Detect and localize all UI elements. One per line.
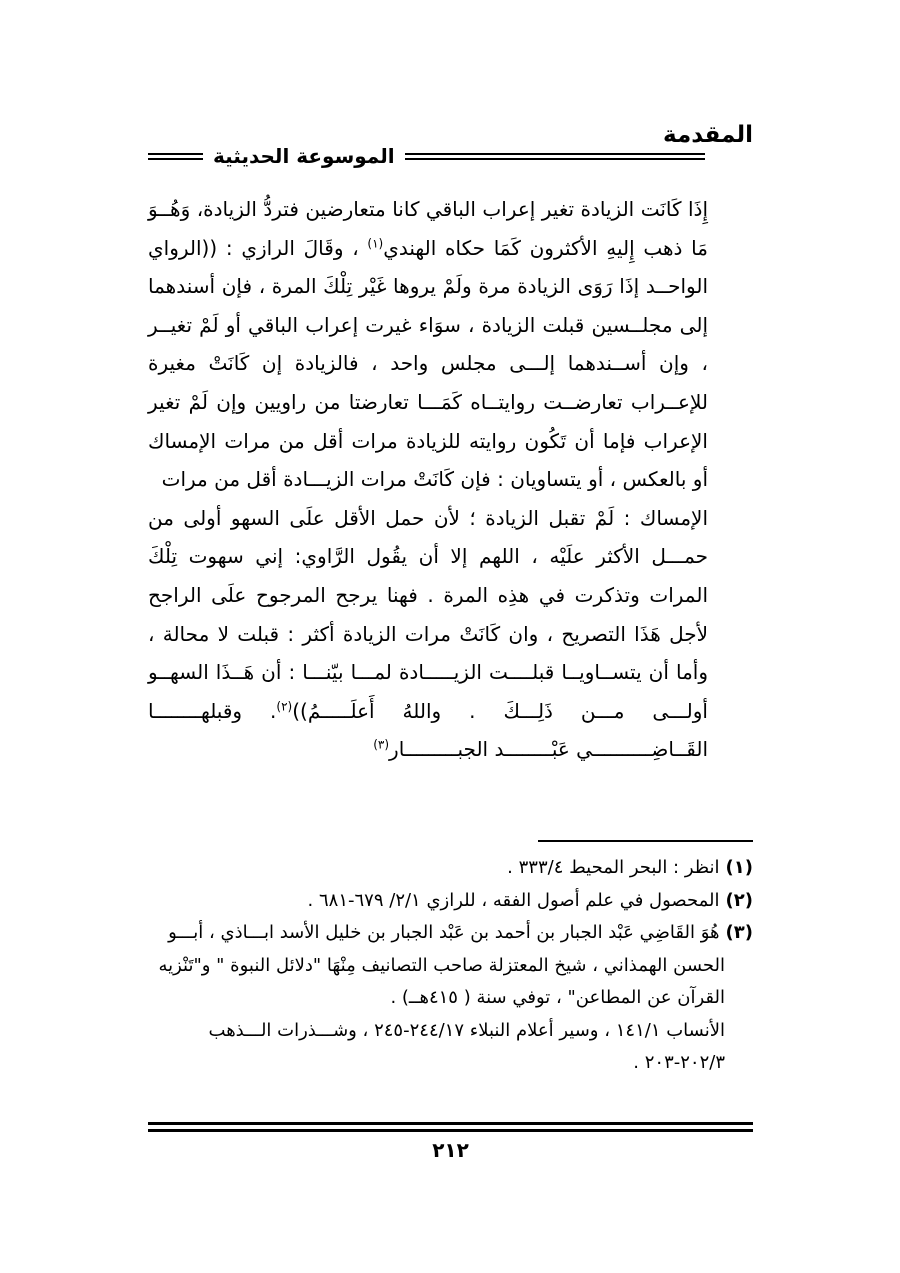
- footnote-ref-2: (٢): [276, 699, 293, 714]
- paragraph-1: [148, 190, 753, 499]
- header-rule-right: [405, 153, 705, 160]
- footnote-text: المحصول في علم أصول الفقه ، للرازي ٢/١/ ٦٧٩-٦٨١ .: [307, 889, 720, 911]
- text-line: مجلس واحد ، فالزيادة إن كَانَتْ مغيرة للإعــراب تعارضــت روايتــاه كَمَـــا: [148, 351, 709, 414]
- footnote-3-continuation: الحسن الهمذاني ، شيخ المعتزلة صاحب التصانيف مِنْهَا "دلائل النبوة " و"تَنْزيه: [158, 954, 725, 976]
- text-line: أقل من مرات: [161, 467, 277, 492]
- text-line: إِذَا كَانَت الزيادة تغير إعراب الباقي كانا متعارضين فتردُّ الزيادة، وَهُــوَ: [148, 197, 708, 221]
- text-line: الأكثر علَيْه ، اللهم إلا أن يقُول الرَّاوي: إني سهوت تِلْكَ المرات وتذكرت في: [148, 544, 709, 607]
- footnote-number: (١): [725, 857, 753, 878]
- chapter-title: المقدمة: [663, 122, 753, 148]
- text-line: إذَا رَوَى الزيادة مرة ولَمْ يروها غَيْر تِلْكَ المرة ، فإن أسندهما إلى مجلــسين: [148, 274, 708, 337]
- footnote-1: [148, 852, 753, 885]
- footnote-number: (٣): [725, 922, 753, 943]
- text-line: لمـــا بيّنـــا : أن هَــذَا السهــو أولـــى مـــن ذَلِـــكَ . واللهُ أَعلَـــــمُ)): [148, 660, 708, 723]
- footnote-3-continuation: القرآن عن المطاعن" ، توفي سنة ( ٤١٥هــ) .: [390, 987, 725, 1008]
- book-title: الموسوعة الحديثية: [213, 144, 395, 168]
- main-text: [148, 190, 753, 769]
- footnote-2: [148, 885, 753, 918]
- text-line: وقبلهــــــــا القَــاضِــــــــــي عَبْــــــــد الجبـــــــــار: [148, 698, 708, 762]
- text-line: .: [270, 698, 277, 723]
- footnote-ref-3: (٣): [373, 737, 390, 752]
- text-line: قبلت الزيادة ، سوَاء غيرت إعراب الباقي أو لَمْ تغيــر ، وإن أســندهما إلـــى: [148, 312, 708, 376]
- header-rule-left: [148, 153, 203, 160]
- page-header: [148, 122, 753, 172]
- footnote-3-continuation: ٢٠٢/٣-٢٠٣ .: [633, 1052, 725, 1073]
- page-number: ٢١٢: [432, 1138, 469, 1162]
- footnote-number: (٢): [725, 889, 753, 911]
- text-line: أقل من مرات الإمساك أو بالعكس ، أو يتساويان : فإن كَانَتْ مرات الزيـــادة: [148, 428, 708, 492]
- running-title: [148, 144, 705, 168]
- footnote-text: انظر : البحر المحيط ٣٣٣/٤ .: [507, 857, 720, 878]
- text-line: ، وقَالَ الرازي : ((الرواي الواحــد: [148, 235, 708, 299]
- text-line: تعارضتا من راويين وإن لَمْ تغير الإعراب فإما أن تَكُون روايته للزيادة مرات: [148, 389, 708, 453]
- footer-rule: [148, 1122, 753, 1132]
- paragraph-2: [148, 499, 753, 769]
- text-line: الإمساك : لَمْ تقبل الزيادة ؛ لأن حمل الأقل علَى السهو أولى من حمـــل: [148, 505, 709, 569]
- footnote-3: [148, 917, 753, 950]
- footnote-text: هُوَ القَاضِي عَبْد الجبار بن أحمد بن عَبْد الجبار بن خليل الأسد ابـــاذي ، أبـــو: [168, 922, 720, 943]
- text-line: مَا ذهب إِليهِ الأكثرون كَمَا حكاه الهندي: [383, 235, 708, 260]
- footnote-separator: [538, 840, 753, 842]
- footnote-3-continuation: الأنساب ١٤١/١ ، وسير أعلام النبلاء ٢٤٤/١٧-٢٤٥ ، وشـــذرات الـــذهب: [208, 1019, 725, 1041]
- footnote-ref-1: (١): [367, 235, 384, 250]
- text-line: مرات الزيادة أكثر : قبلت لا محالة ، وأما أن يتســاويــا قبلــــت الزيـــــادة: [148, 621, 708, 685]
- text-line: هذِه المرة . فهنا يرجح المرجوح علَى الراجح لأجل هَذَا التصريح ، وان كَانَتْ: [148, 582, 708, 646]
- footnotes: [148, 852, 753, 1080]
